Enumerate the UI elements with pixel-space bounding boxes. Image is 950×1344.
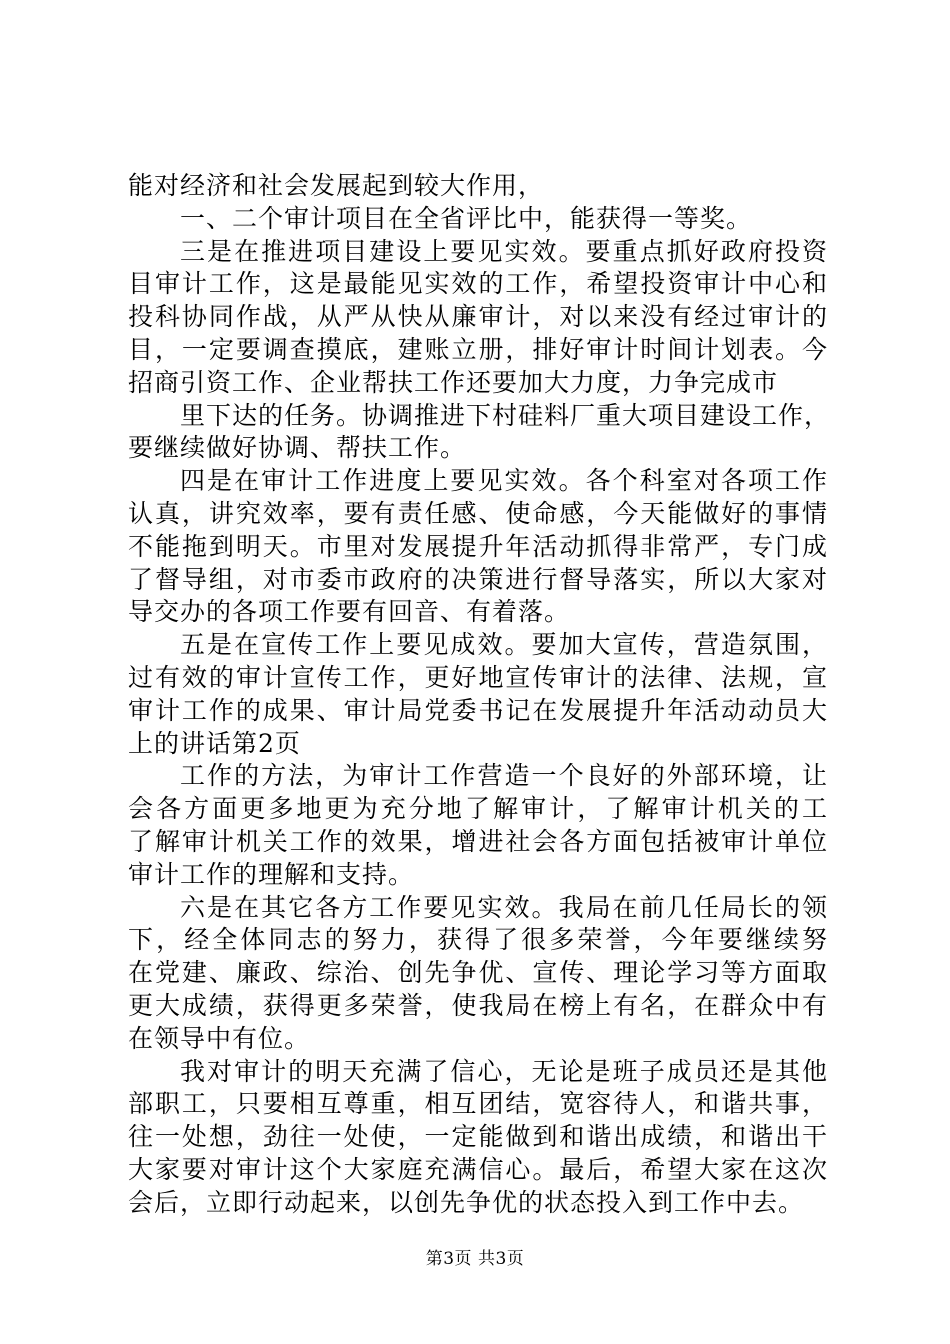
text-line: 了督导组，对市委市政府的决策进行督导落实，所以大家对 (128, 564, 828, 594)
text-line: 一、二个审计项目在全省评比中，能获得一等奖。 (180, 203, 753, 233)
text-line: 在党建、廉政、综治、创先争优、宣传、理论学习等方面取 (128, 958, 828, 988)
text-line: 不能拖到明天。市里对发展提升年活动抓得非常严，专门成 (128, 531, 828, 561)
text-line: 投科协同作战，从严从快从廉审计，对以来没有经过审计的 (128, 302, 828, 332)
text-line: 了解审计机关工作的效果，增进社会各方面包括被审计单位 (128, 826, 828, 856)
text-line: 下，经全体同志的努力，获得了很多荣誉，今年要继续努 (128, 925, 828, 955)
text-line: 审计工作的理解和支持。 (128, 859, 415, 889)
text-line: 五是在宣传工作上要见成效。要加大宣传，营造氛围， (180, 630, 828, 660)
text-line: 导交办的各项工作要有回音、有着落。 (128, 597, 571, 627)
text-line: 过有效的审计宣传工作，更好地宣传审计的法律、法规，宣 (128, 662, 828, 692)
text-line: 四是在审计工作进度上要见实效。各个科室对各项工作 (180, 466, 828, 496)
text-line: 会各方面更多地更为充分地了解审计，了解审计机关的工 (128, 794, 828, 824)
text-line: 上的讲话第2页 (128, 728, 301, 758)
text-line: 往一处想，劲往一处使，一定能做到和谐出成绩，和谐出干 (128, 1122, 828, 1152)
text-line: 会后，立即行动起来，以创先争优的状态投入到工作中去。 (128, 1187, 805, 1217)
text-line: 部职工，只要相互尊重，相互团结，宽容待人，和谐共事， (128, 1089, 828, 1119)
text-line: 三是在推进项目建设上要见实效。要重点抓好政府投资 (180, 236, 828, 266)
text-line: 在领导中有位。 (128, 1023, 311, 1053)
text-line: 能对经济和社会发展起到较大作用， (128, 171, 545, 200)
text-line: 大家要对审计这个大家庭充满信心。最后，希望大家在这次 (128, 1154, 828, 1184)
text-line: 里下达的任务。协调推进下村硅料厂重大项目建设工作， (180, 400, 831, 430)
text-line: 工作的方法，为审计工作营造一个良好的外部环境，让 (180, 761, 828, 791)
text-line: 六是在其它各方工作要见实效。我局在前几任局长的领 (180, 892, 828, 922)
text-line: 我对审计的明天充满了信心，无论是班子成员还是其他 (180, 1056, 828, 1086)
text-line: 招商引资工作、企业帮扶工作还要加大力度，力争完成市 (128, 367, 779, 397)
page-footer: 第3页 共3页 (425, 1249, 525, 1269)
text-line: 审计工作的成果、审计局党委书记在发展提升年活动动员大 (128, 695, 828, 725)
text-line: 目，一定要调查摸底，建账立册，排好审计时间计划表。今 (128, 334, 828, 364)
text-line: 认真，讲究效率，要有责任感、使命感，今天能做好的事情 (128, 498, 828, 528)
text-line: 要继续做好协调、帮扶工作。 (128, 433, 467, 463)
document-body (128, 170, 831, 1220)
text-line: 更大成绩，获得更多荣誉，使我局在榜上有名，在群众中有 (128, 990, 828, 1020)
text-line: 目审计工作，这是最能见实效的工作，希望投资审计中心和 (128, 269, 828, 299)
